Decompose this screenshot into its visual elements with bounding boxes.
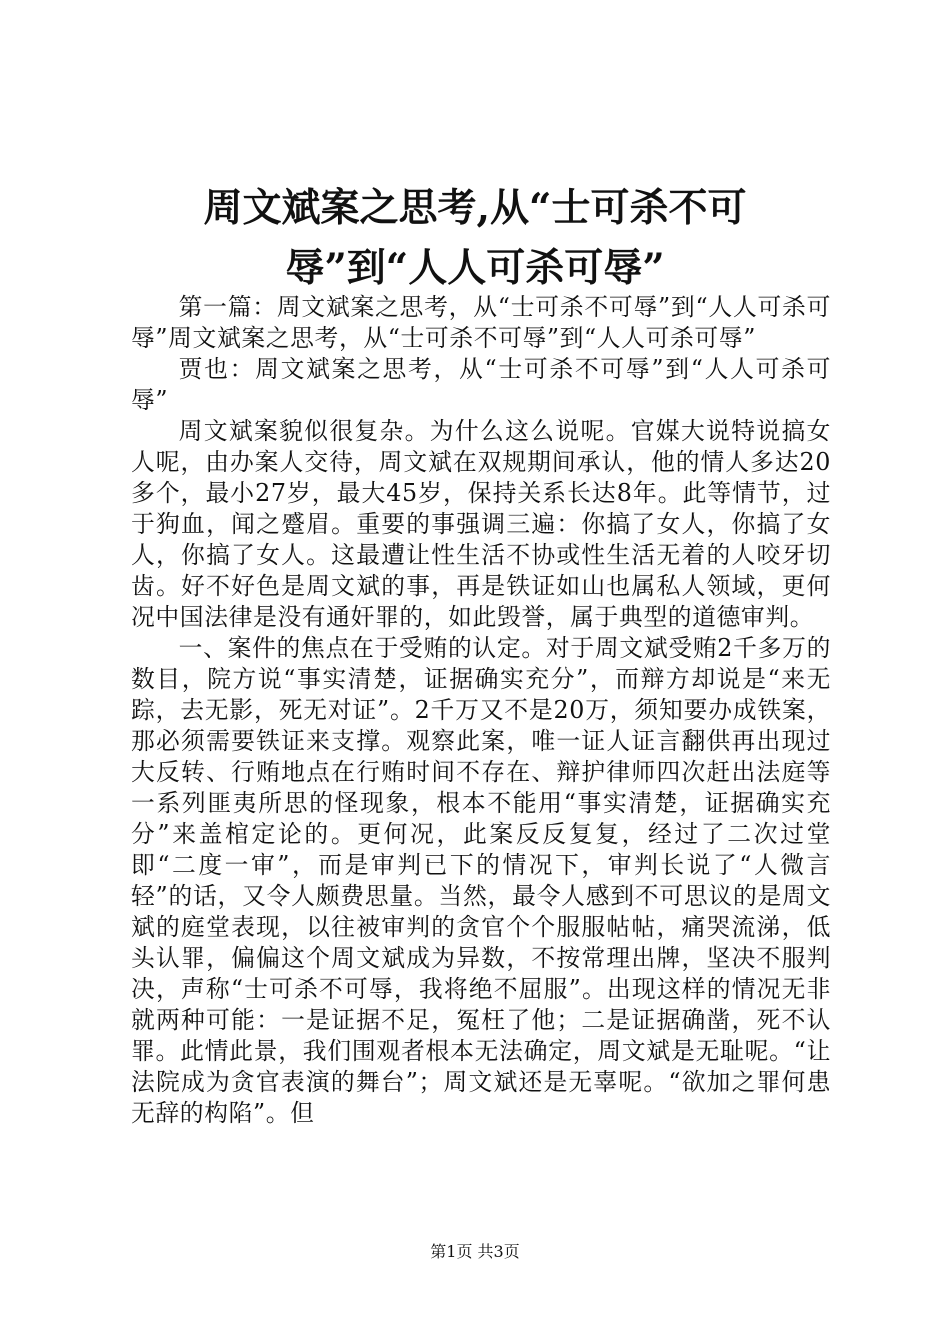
paragraph-author: 贾也：周文斌案之思考，从“士可杀不可辱”到“人人可杀可辱” xyxy=(131,355,831,414)
document-body xyxy=(131,292,831,1129)
paragraph-section-one: 一、案件的焦点在于受贿的认定。对于周文斌受贿2千多万的数目，院方说“事实清楚，证据确实充分”，而辩方却说是“来无踪，去无影，死无对证”。2千万又不是20万，须知要办成铁案，那必须需要铁证来支撑。观察此案，唯一证人证言翻供再出现过大反转、行贿地点在行贿时间不存在、辩护律师四次赶出法庭等一系列匪夷所思的怪现象，根本不能用“事实清楚，证据确实充分”来盖棺定论的。更何况，此案反反复复，经过了二次过堂即“二度一审”，而是审判已下的情况下，审判长说了“人微言轻”的话，又令人颇费思量。当然，最令人感到不可思议的是周文斌的庭堂表现，以往被审判的贪官个个服服帖帖，痛哭流涕，低头认罪，偏偏这个周文斌成为异数，不按常理出牌，坚决不服判决，声称“士可杀不可辱，我将绝不屈服”。出现这样的情况无非就两种可能：一是证据不足，冤枉了他；二是证据确凿，死不认罪。此情此景，我们围观者根本无法确定，周文斌是无耻呢。“让法院成为贪官表演的舞台”；周文斌还是无辜呢。“欲加之罪何患无辞的构陷”。但 xyxy=(131,634,831,1127)
page-footer: 第1页 共3页 xyxy=(430,1242,520,1261)
document-title: 周文斌案之思考,从“士可杀不可辱”到“人人可杀可辱” xyxy=(203,185,747,291)
paragraph-background: 周文斌案貌似很复杂。为什么这么说呢。官媒大说特说搞女人呢，由办案人交待，周文斌在双规期间承认，他的情人多达20多个，最小27岁，最大45岁，保持关系长达8年。此等情节，过于狗血，闻之蹙眉。重要的事强调三遍：你搞了女人，你搞了女人，你搞了女人。这最遭让性生活不协或性生活无着的人咬牙切齿。好不好色是周文斌的事，再是铁证如山也属私人领域，更何况中国法律是没有通奸罪的，如此毁誉，属于典型的道德审判。 xyxy=(131,417,831,631)
paragraph-intro: 第一篇：周文斌案之思考，从“士可杀不可辱”到“人人可杀可辱”周文斌案之思考，从“士可杀不可辱”到“人人可杀可辱” xyxy=(131,293,831,352)
